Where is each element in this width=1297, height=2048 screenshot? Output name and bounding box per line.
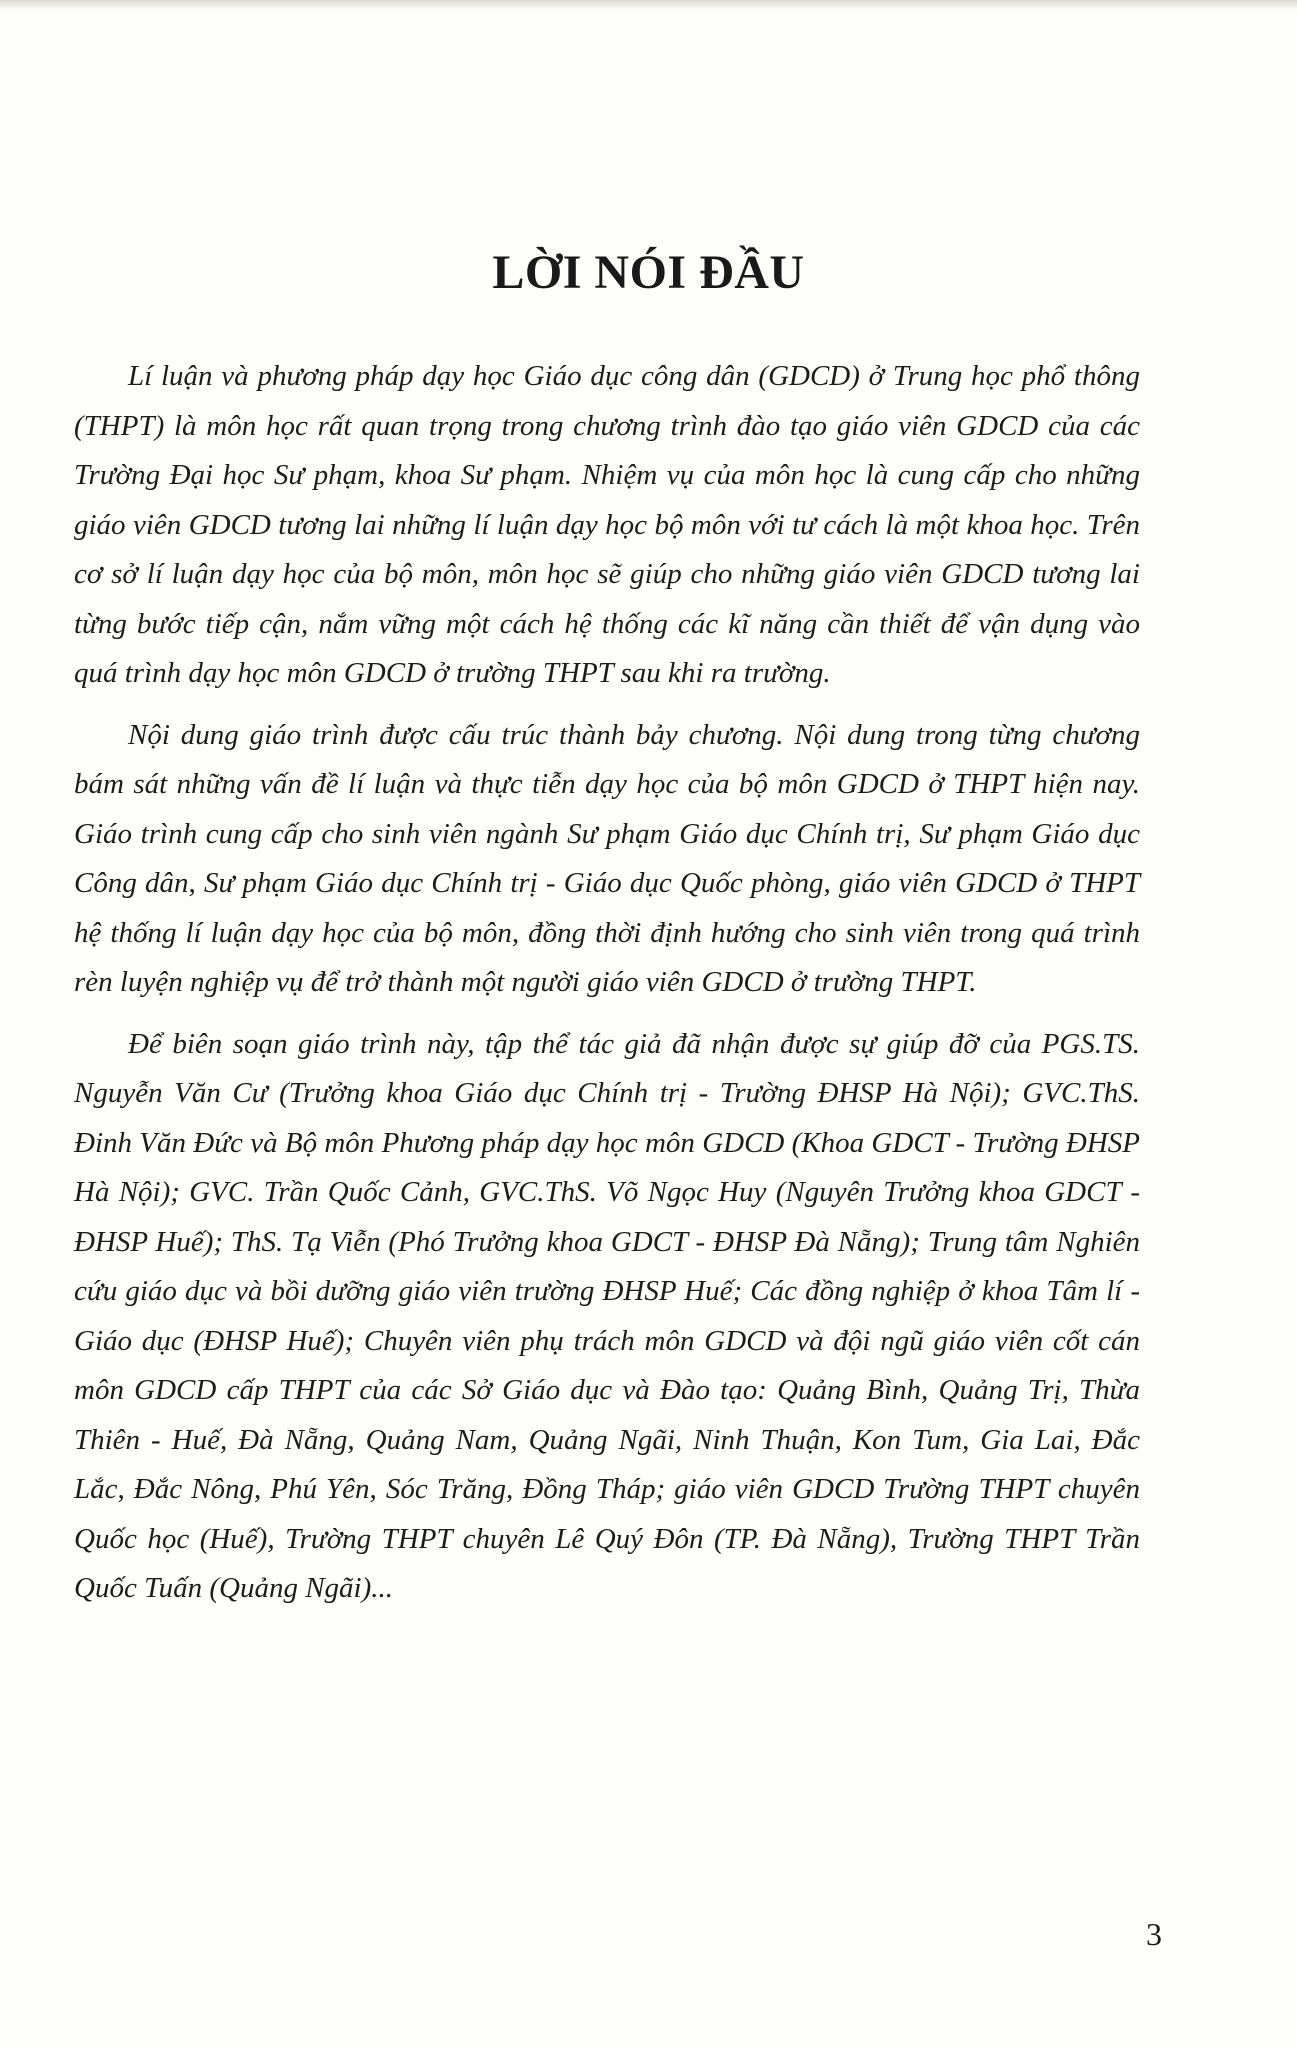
page-top-edge	[0, 0, 1297, 10]
preface-paragraph-2: Nội dung giáo trình được cấu trúc thành bảy chương. Nội dung trong từng chương bám sát những vấn đề lí luận và thực tiễn dạy học của bộ môn GDCD ở THPT hiện nay. Giáo trình cung cấp cho sinh viên ngành Sư phạm Giáo dục Chính trị, Sư phạm Giáo dục Công dân, Sư phạm Giáo dục Chính trị - Giáo dục Quốc phòng, giáo viên GDCD ở THPT hệ thống lí luận dạy học của bộ môn, đồng thời định hướng cho sinh viên trong quá trình rèn luyện nghiệp vụ để trở thành một người giáo viên GDCD ở trường THPT.	[74, 718, 1140, 998]
preface-paragraph-1: Lí luận và phương pháp dạy học Giáo dục công dân (GDCD) ở Trung học phổ thông (THPT) là môn học rất quan trọng trong chương trình đào tạo giáo viên GDCD của các Trường Đại học Sư phạm, khoa Sư phạm. Nhiệm vụ của môn học là cung cấp cho những giáo viên GDCD tương lai những lí luận dạy học bộ môn với tư cách là một khoa học. Trên cơ sở lí luận dạy học của bộ môn, môn học sẽ giúp cho những giáo viên GDCD tương lai từng bước tiếp cận, nắm vững một cách hệ thống các kĩ năng cần thiết để vận dụng vào quá trình dạy học môn GDCD ở trường THPT sau khi ra trường.	[74, 360, 1140, 689]
preface-body	[74, 352, 1140, 1626]
page-number: 3	[1146, 1916, 1162, 1952]
preface-paragraph-3: Để biên soạn giáo trình này, tập thể tác giả đã nhận được sự giúp đỡ của PGS.TS. Nguyễn Văn Cư (Trưởng khoa Giáo dục Chính trị - Trường ĐHSP Hà Nội); GVC.ThS. Đinh Văn Đức và Bộ môn Phương pháp dạy học môn GDCD (Khoa GDCT - Trường ĐHSP Hà Nội); GVC. Trần Quốc Cảnh, GVC.ThS. Võ Ngọc Huy (Nguyên Trưởng khoa GDCT - ĐHSP Huế); ThS. Tạ Viễn (Phó Trưởng khoa GDCT - ĐHSP Đà Nẵng); Trung tâm Nghiên cứu giáo dục và bồi dưỡng giáo viên trường ĐHSP Huế; Các đồng nghiệp ở khoa Tâm lí - Giáo dục (ĐHSP Huế); Chuyên viên phụ trách môn GDCD và đội ngũ giáo viên cốt cán môn GDCD cấp THPT của các Sở Giáo dục và Đào tạo: Quảng Bình, Quảng Trị, Thừa Thiên - Huế, Đà Nẵng, Quảng Nam, Quảng Ngãi, Ninh Thuận, Kon Tum, Gia Lai, Đắc Lắc, Đắc Nông, Phú Yên, Sóc Trăng, Đồng Tháp; giáo viên GDCD Trường THPT chuyên Quốc học (Huế), Trường THPT chuyên Lê Quý Đôn (TP. Đà Nẵng), Trường THPT Trần Quốc Tuấn (Quảng Ngãi)...	[74, 1027, 1140, 1604]
page-title: LỜI NÓI ĐẦU	[492, 246, 805, 299]
